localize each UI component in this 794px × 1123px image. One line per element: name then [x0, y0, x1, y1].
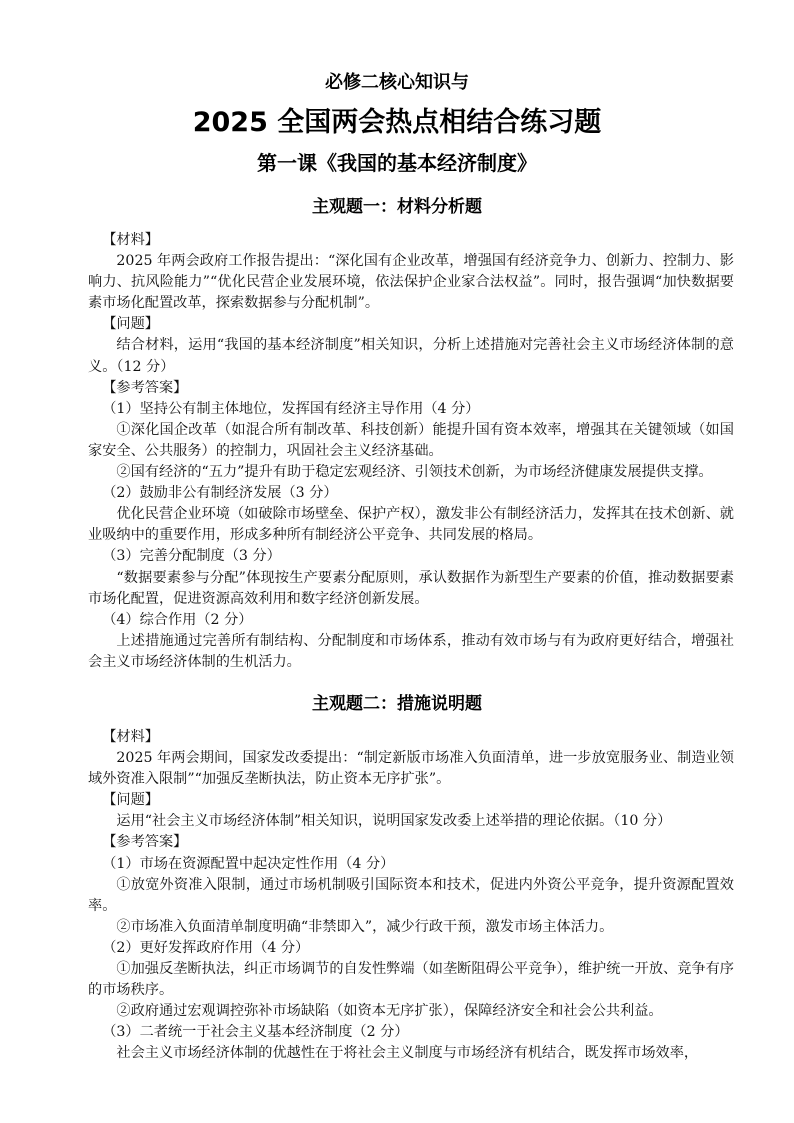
answer-paragraph: ②国有经济的“五力”提升有助于稳定宏观经济、引领技术创新，为市场经济健康发展提供支撑。	[116, 464, 713, 481]
material-label: 【材料】	[102, 729, 159, 745]
answer-point-heading: （4）综合作用（2 分）	[102, 611, 253, 628]
question-label: 【问题】	[102, 316, 159, 333]
answer-paragraph: 社会主义市场经济体制的优越性在于将社会主义制度与市场经济有机结合，既发挥市场效率，	[116, 1045, 699, 1062]
doc-subtitle-lesson: 第一课《我国的基本经济制度》	[257, 151, 537, 175]
answer-point-heading: （2）鼓励非公有制经济发展（3 分）	[102, 485, 338, 502]
answer-paragraph: 上述措施通过完善所有制结构、分配制度和市场体系，推动有效市场与有为政府更好结合，增强社会主义市场经济体制的生机活力。	[88, 632, 734, 670]
doc-title-main: 2025 全国两会热点相结合练习题	[192, 107, 602, 138]
answer-point-heading: （2）更好发挥政府作用（4 分）	[102, 939, 310, 956]
question-text: 运用“社会主义市场经济体制”相关知识，说明国家发改委上述举措的理论依据。（10 分）	[116, 813, 672, 830]
answer-paragraph: ①深化国企改革（如混合所有制改革、科技创新）能提升国有资本效率，增强其在关键领域（如国家安全、公共服务）的控制力，巩固社会主义经济基础。	[88, 421, 734, 459]
answer-paragraph: ①加强反垄断执法，纠正市场调节的自发性弊端（如垄断阻碍公平竞争），维护统一开放、竞争有序的市场秩序。	[88, 961, 734, 999]
section-q1-body	[88, 230, 734, 673]
question-text: 结合材料，运用“我国的基本经济制度”相关知识，分析上述措施对完善社会主义市场经济体制的意义。（12 分）	[88, 337, 734, 375]
doc-title-line1: 必修二核心知识与	[325, 72, 469, 93]
answer-paragraph: “数据要素参与分配”体现按生产要素分配原则，承认数据作为新型生产要素的价值，推动数据要素市场化配置，促进资源高效利用和数字经济创新发展。	[88, 569, 734, 607]
answer-paragraph: 优化民营企业环境（如破除市场壁垒、保护产权），激发非公有制经济活力，发挥其在技术创新、就业吸纳中的重要作用，形成多种所有制经济公平竞争、共同发展的格局。	[88, 506, 734, 544]
answer-label: 【参考答案】	[102, 834, 188, 851]
section-title-q2: 主观题二：措施说明题	[312, 694, 482, 714]
answer-point-heading: （3）完善分配制度（3 分）	[102, 548, 281, 565]
answer-paragraph: ①放宽外资准入限制，通过市场机制吸引国际资本和技术，促进内外资公平竞争，提升资源配置效率。	[88, 876, 734, 914]
answer-paragraph: ②政府通过宏观调控弥补市场缺陷（如资本无序扩张），保障经济安全和社会公共利益。	[116, 1003, 663, 1020]
material-text: 2025 年两会期间，国家发改委提出：“制定新版市场准入负面清单，进一步放宽服务业、制造业领域外资准入限制”“加强反垄断执法，防止资本无序扩张”。	[88, 750, 734, 788]
answer-point-heading: （1）坚持公有制主体地位，发挥国有经济主导作用（4 分）	[102, 400, 480, 417]
answer-point-heading: （1）市场在资源配置中起决定性作用（4 分）	[102, 855, 395, 872]
section-q2-body	[88, 727, 734, 1065]
answer-paragraph: ②市场准入负面清单制度明确“非禁即入”，减少行政干预，激发市场主体活力。	[116, 918, 614, 935]
answer-point-heading: （3）二者统一于社会主义基本经济制度（2 分）	[102, 1024, 409, 1041]
question-label: 【问题】	[102, 792, 159, 809]
material-label: 【材料】	[102, 232, 159, 248]
answer-label: 【参考答案】	[102, 379, 188, 396]
material-text: 2025 年两会政府工作报告提出：“深化国有企业改革，增强国有经济竞争力、创新力、控制力、影响力、抗风险能力”“优化民营企业发展环境，依法保护企业家合法权益”。同时，报告强调“加快数据要素市场化配置改革，探索数据参与分配机制”。	[88, 253, 734, 312]
section-title-q1: 主观题一：材料分析题	[312, 197, 482, 217]
